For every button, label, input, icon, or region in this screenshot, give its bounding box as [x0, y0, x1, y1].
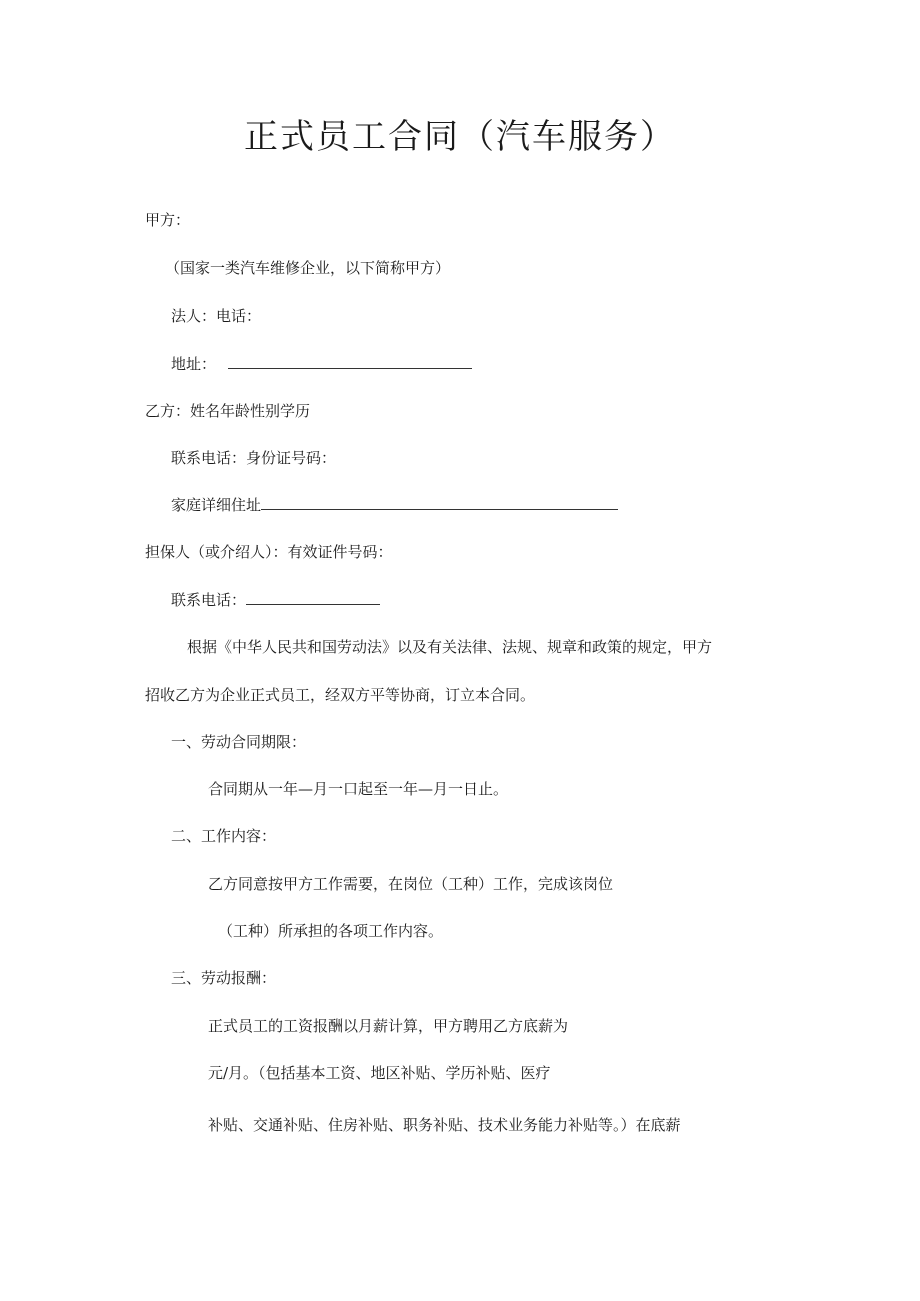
section-2-line-1: 乙方同意按甲方工作需要，在岗位（工种）工作，完成该岗位 [208, 875, 614, 893]
party-b-home-address-label: 家庭详细住址 [171, 496, 262, 514]
party-a-representative-phone: 法人：电话： [171, 307, 262, 325]
party-b-home-address [171, 495, 618, 515]
section-3-line-2: 元/月。（包括基本工资、地区补贴、学历补贴、医疗 [208, 1064, 551, 1082]
party-b-label: 乙方：姓名年龄性别学历 [145, 402, 311, 420]
preamble-line-2: 招收乙方为企业正式员工，经双方平等协商，订立本合同。 [145, 686, 536, 704]
section-3-line-3: 补贴、交通补贴、住房补贴、职务补贴、技术业务能力补贴等。）在底薪 [208, 1116, 681, 1134]
section-2-line-2: （工种）所承担的各项工作内容。 [218, 922, 444, 940]
section-2-heading: 二、工作内容： [171, 827, 277, 845]
guarantor-phone-label: 联系电话： [171, 591, 247, 609]
party-b-phone-id: 联系电话：身份证号码： [171, 449, 337, 467]
guarantor-phone-blank [246, 590, 380, 605]
section-3-heading: 三、劳动报酬： [171, 969, 277, 987]
party-a-label: 甲方： [145, 211, 191, 229]
page-title: 正式员工合同（汽车服务） [244, 117, 676, 157]
preamble-line-1: 根据《中华人民共和国劳动法》以及有关法律、法规、规章和政策的规定，甲方 [187, 638, 713, 656]
party-a-address [171, 354, 472, 374]
guarantor-phone [171, 590, 380, 610]
party-a-address-blank [228, 354, 472, 369]
party-b-home-address-blank [261, 495, 618, 510]
section-1-line-1: 合同期从一年—月一口起至一年—月一日止。 [208, 780, 509, 798]
party-a-description: （国家一类汽车维修企业，以下简称甲方） [165, 259, 451, 277]
section-1-heading: 一、劳动合同期限： [171, 733, 307, 751]
section-3-line-1: 正式员工的工资报酬以月薪计算，甲方聘用乙方底薪为 [208, 1017, 569, 1035]
party-a-address-label: 地址： [171, 355, 217, 373]
guarantor-label: 担保人（或介绍人）：有效证件号码： [145, 543, 393, 561]
